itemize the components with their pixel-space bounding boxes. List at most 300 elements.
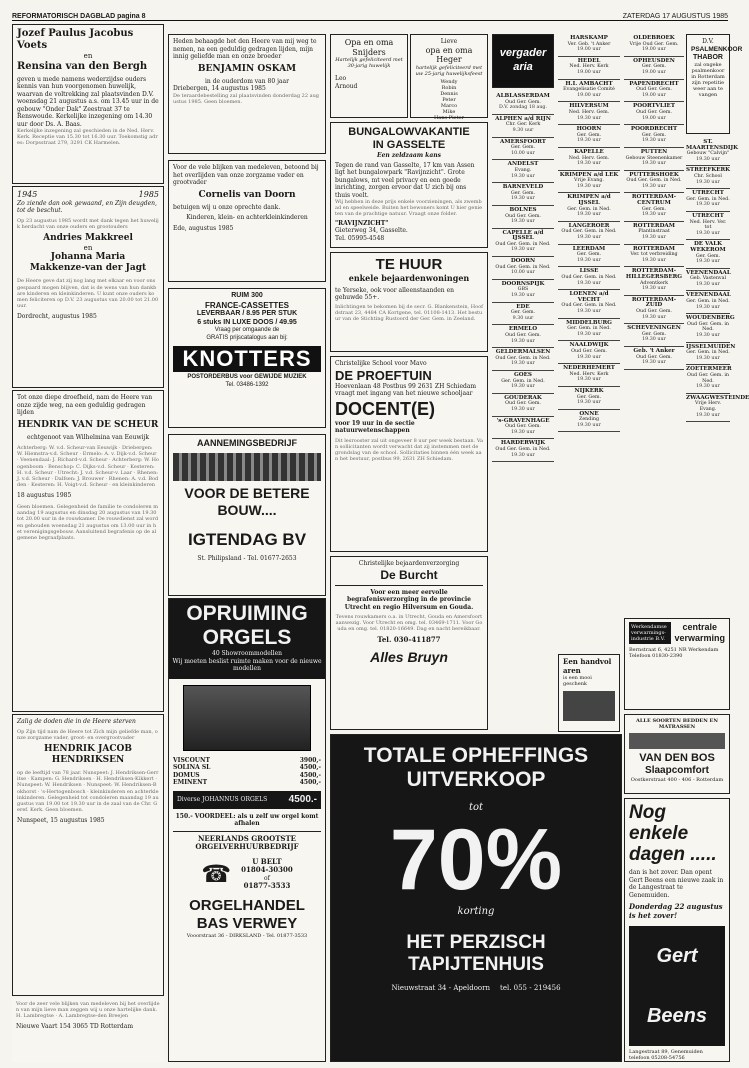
church-congregation: Ger. Gem. in Ned. (501, 378, 545, 384)
church-congregation: Oud Ger. Gem. in Ned. (495, 355, 551, 361)
church-place: OPHEUSDEN (633, 57, 675, 64)
church-service-entry (686, 212, 730, 240)
church-service-entry (558, 387, 620, 410)
church-service-entry (492, 92, 554, 115)
church-place: VEENENDAAL (686, 269, 731, 276)
church-congregation: Oud Ger. Gem. (505, 333, 541, 338)
church-congregation: Ned. Herv. Kerk (569, 371, 609, 377)
church-congregation: Ger. Gem. in Ned. (686, 350, 730, 356)
church-service-entry (624, 267, 684, 295)
church-congregation: Zending (578, 417, 600, 423)
church-place: ROTTERDAM-ZUID (631, 296, 677, 309)
church-service-time: 19.30 uur (642, 138, 666, 144)
church-service-entry (492, 417, 554, 440)
church-service-entry (492, 229, 554, 257)
knotters-logo: KNOTTERS (173, 346, 321, 372)
church-service-entry (624, 80, 684, 103)
church-congregation: Evangelisatie Comité (563, 87, 615, 93)
church-service-entry (492, 348, 554, 371)
years: 1945 1985 (17, 190, 159, 199)
church-service-time: 19.30 uur (511, 429, 535, 435)
church-place: UTRECHT (692, 212, 724, 219)
intro: Voor de vele blijken van medeleven, betoond bij het overlijden van onze zorgzame vader en grootvader (173, 164, 319, 186)
intro: Heden behaagde het den Heere van mij weg te nemen, na een geduldig gedragen lijden, mijn innig geliefde man en onze broeder (173, 38, 317, 60)
intro: Tot onze diepe droefheid, nam de Heere van onze zijde weg, na een geduldig gedragen lijden (17, 394, 153, 416)
church-service-entry (686, 166, 730, 189)
church-service-entry (558, 341, 620, 364)
cassettes-ad: RUIM 300 FRANCE-CASSETTES LEVERBAAR / 8.95 PER STUK 6 stuks IN LUXE DOOS / 49.95 Vraag per omgaande de GRATIS prijscatalogus aan bij: KNOTTERS POSTORDERBUS voor GEWIJDE MUZIEK Tel. 03486-1392 (168, 288, 326, 428)
church-service-time: 19.30 uur (696, 333, 720, 339)
death-notice-hendriksen: Zalig de doden die in de Heere sterven Op Zijn tijd nam de Heere tot Zich mijn geliefde man, onze zorgzame vader, groot- en overgrootvader HENDRIK JACOB HENDRIKSEN op de leeftijd van 78 jaar. Nunspeet: J. Hendriksen-Gerritse · Kampen: G. Hendriksen · H. Hendriksen-Kikkert · Nunspeet: W. Hendriksen · Nunspeet: W. Hendriksen-Bokhorst · 's-Hertogenbosch · kleinkinderen en achterkleinkinderen. Gelegenheid tot condoleren maandag 19 augustus van 19.00 tot 19.30 uur in de zaal van de Chr. Geref. Kerk. Geen bloemen. Nunspeet, 15 augustus 1985 (12, 714, 164, 996)
church-service-time: 19.30 uur (577, 161, 601, 167)
church-service-entry (492, 138, 554, 161)
church-place: NAALDWIJK (569, 342, 609, 349)
bedding-ad: ALLE SOORTEN BEDDEN EN MATRASSEN VAN DEN BOS Slaapcomfort Oostkerstraat 400 - 406 - Rotterdam (624, 714, 730, 794)
thanks-notice: Voor de zeer vele blijken van medeleven bij het overlijden van mijn lieve man zeggen wij u onze hartelijke dank. H. Lambregtse · A. Lambregtse-den Breejen Nieuwe Vaart 154 3065 TD Rotterdam (12, 998, 164, 1062)
building-illustration (173, 453, 321, 481)
organ-price-list: VISCOUNT 3900,- SOLINA SL 4500,- DOMUS 4500,- EMINENT 4500,- (173, 756, 321, 786)
anniversary-notice-makkreel: 1945 1985 Zo ziende dan ook gewaand, en Zijn deugden, tot de beschut. Op 23 augustus 1985 wordt met dank tegen het huwelijk herdacht van onze ouders en grootouders Andries Makkreel en Johanna Maria Makkenze-van der Jagt De Heere geve dat zij nog lang met elkaar en voor ons gespaard mogen blijven, dat is de wens van hun dankbare kinderen en kleinkinderen. U kunt onze ouders komen feliciteren op D.V. 23 augustus van 20.00 tot 21.00 uur. Dordrecht, augustus 1985 (12, 186, 164, 388)
church-congregation: Vrije Herv. Evang. (694, 401, 722, 412)
verse: Zo ziende dan ook gewaand, en Zijn deugden, tot de beschut. (17, 199, 157, 214)
church-place: GOES (514, 371, 532, 378)
church-service-entry (492, 439, 554, 462)
church-congregation: Ger. Gem. in Ned. (567, 206, 611, 212)
gert-beens-ad: Nog enkele dagen ..... dan is het zover. Dan opent Gert Beens een nieuwe zaak in de Langestraat te Genemuiden. Donderdag 22 augustus is het zover! Gert Beens Langestraat 89, Genemuiden telefoon 05208-54756 (624, 798, 730, 1062)
church-place: ONNE (579, 410, 599, 417)
church-congregation: Oud Ger. Gem. (636, 87, 672, 93)
church-service-entry (686, 189, 730, 212)
church-service-time: 10.00 uur (511, 150, 535, 156)
church-service-time: 19.30 uur (577, 280, 601, 286)
footer-address: Nieuwe Vaart 154 3065 TD Rotterdam (16, 1022, 134, 1030)
notice-name: Jozef Paulus Jacobus Voets (17, 28, 134, 51)
church-place: ALBLASSERDAM (496, 93, 550, 99)
church-place: ROTTERDAM-CENTRUM (631, 194, 677, 207)
handful-ad: Een handvol aren is een mooi geschenk (558, 654, 620, 732)
church-service-time: D.V. zondag 18 aug. (498, 105, 548, 111)
church-service-entry (624, 296, 684, 324)
church-service-entry (558, 125, 620, 148)
church-place: HEDEL (577, 57, 601, 64)
church-congregation: Chr. Ger. Kerk (505, 122, 541, 128)
family: Kinderen, klein- en achterkleinkinderen (186, 214, 308, 221)
church-services-list-3 (624, 34, 684, 614)
header-left: REFORMATORISCH DAGBLAD pagina 8 (12, 13, 146, 20)
verse: Zalig de doden die in de Heere sterven (17, 718, 136, 725)
church-place: IJSSELMUIDEN (686, 343, 736, 350)
church-place: LOENEN a/d VECHT (569, 291, 609, 303)
church-place: 's-GRAVENHAGE (496, 417, 550, 424)
rental-ad: TE HUUR enkele bejaardenwoningen te Yerseke, ook voor alleenstaanden en gehuwde 55+. Inlichtingen te bekomen bij de secr. G. Blankenstein, Hoofdstraat 23, 4484 CA Kortgene, tel. 01108-1413. Het bestuur van de Stichting Rustoord der Ger. Gem. in Zeeland. (330, 252, 488, 352)
age: in de ouderdom van 80 jaar (205, 77, 289, 85)
church-congregation: Ger. Gem. (576, 132, 602, 138)
church-congregation: GBS (517, 287, 529, 293)
church-service-time: 19.30 uur (642, 161, 666, 167)
church-place: VEENENDAAL (686, 292, 731, 299)
name: Cornelis van Doorn (198, 189, 296, 200)
church-congregation: Ned. Herv. Gem. (568, 109, 610, 115)
church-service-time: 19.30 uur (511, 173, 535, 179)
church-services-list-1 (492, 92, 554, 732)
church-service-time: 19.30 uur (511, 452, 535, 458)
church-service-time: 19.00 uur (642, 69, 666, 75)
church-congregation: Oud Ger. Gem. in Ned. (561, 303, 617, 309)
church-service-time: 19.30 uur (642, 257, 666, 263)
church-place: STREEFKERK (686, 167, 730, 174)
church-congregation: Ger. Gem. (695, 253, 721, 259)
church-service-entry (492, 303, 554, 326)
church-place: LEERDAM (572, 245, 606, 252)
church-service-time: 19.30 uur (511, 219, 535, 225)
church-place: CAPELLE a/d IJSSEL (502, 229, 544, 242)
place: Dordrecht, augustus 1985 (17, 313, 97, 321)
church-service-time: 19.30 uur (642, 360, 666, 366)
thanks-notice-doorn (168, 160, 326, 282)
deceased-name: BENJAMIN OSKAM (197, 63, 297, 74)
church-service-time: 19.30 uur (577, 422, 601, 428)
place: Nunspeet, 15 augustus 1985 (17, 817, 105, 825)
church-congregation: Ned. Herv. Gem. (568, 155, 610, 161)
church-service-entry (558, 245, 620, 268)
church-service-time: 19.30 uur (696, 412, 720, 418)
church-service-entry (686, 138, 738, 166)
church-place: HARSKAMP (570, 35, 608, 41)
church-place: ROTTERDAM-HILLEGERSBERG (625, 268, 683, 280)
church-congregation: Ger. Gem. in Ned. (686, 299, 730, 305)
bungalow-ad: BUNGALOWVAKANTIE IN GASSELTE Een zeldzaam kans Tegen de rand van Gasselte, 17 km van Assen ligt het bungalowpark "Ravijnzicht". Grote bungalows, mt veel privacy en een goede inrichting, zorgen ervoor dat U zich bij ons thuis voelt. Wij hebben in deze prijs enkele voorzieningen, als zwembad en speelweide. Buiten het bewoners komt U hier genieten van de prachtige natuur. Vraagt onze folder. "RAVIJNZICHT" Gieterweg 34, Gasselte. Tel. 05995-4548 (330, 122, 488, 248)
church-congregation: Vrije Evang. (574, 178, 604, 184)
church-service-time: 19.30 uur (511, 293, 535, 299)
date: 18 augustus 1985 (17, 492, 72, 500)
name-3: Makkenze-van der Jagt (29, 263, 147, 274)
telephone-icon: ☎ (201, 860, 232, 888)
church-congregation: Oud Ger. Gem. in Ned. (687, 373, 729, 384)
church-service-time: 19.30 uur (696, 230, 720, 236)
church-congregation: Plantinstraat (638, 229, 670, 235)
church-congregation: Oud Ger. Gem. in Ned. (495, 241, 551, 247)
place: Ede, augustus 1985 (173, 224, 234, 232)
church-services-list-4 (686, 138, 749, 614)
church-congregation: Ned. Herv. Ver. tot (689, 219, 727, 231)
church-place: H.I. AMBACHT (565, 80, 613, 87)
burcht-logo: De Burcht (380, 567, 438, 582)
church-congregation: Oud Ger. Gem. (505, 213, 541, 219)
church-service-entry (558, 319, 620, 342)
church-congregation: Oud Ger. Gem. (505, 401, 541, 407)
church-service-time: 19.30 uur (511, 406, 535, 412)
church-service-entry (558, 102, 620, 125)
church-congregation: Evang. (514, 167, 532, 173)
church-service-time: 19.00 uur (577, 47, 601, 53)
church-place: NEDERHEMERT (563, 365, 615, 372)
church-service-entry (558, 34, 620, 57)
church-place: HOORN (576, 126, 602, 133)
name-2: Johanna Maria (50, 252, 126, 263)
church-place: ROTTERDAM (633, 245, 675, 252)
church-service-entry (624, 102, 684, 125)
church-service-entry (624, 34, 684, 57)
church-place: ERMELO (508, 326, 538, 333)
church-service-entry (492, 257, 554, 280)
church-service-time: 19.30 uur (696, 281, 720, 287)
church-service-entry (686, 291, 730, 314)
church-place: DE VALK WEKEROM (690, 241, 726, 253)
church-place: POORDRECHT (630, 126, 678, 133)
church-congregation: Oud Ger. Gem. in Ned. (561, 275, 617, 280)
church-service-entry (624, 245, 684, 268)
church-congregation: Ver. Geb. 't Anker (567, 41, 611, 47)
church-service-entry (558, 193, 620, 221)
church-place: AMERSFOORT (500, 138, 546, 145)
notice-text: geven u mede namens wederzijdse ouders kennis van hun voorgenomen huwelijk, waarvan de voltrekking zal plaatsvinden D.V. woensdag 21 augustus a.s. om 13.45 uur in de gebouw "Onder Dak" Zeestraat 37 te Renswoude. Kerkelijke inzegening om 14.30 uur door Ds. A. Baas. (17, 75, 159, 128)
church-place: NIJKERK (574, 387, 604, 394)
church-service-entry (686, 343, 736, 366)
church-congregation: Geb. Vastenval (689, 276, 727, 282)
church-service-time: 19.00 uur (642, 92, 666, 98)
church-congregation: Oud Ger. Gem. in Ned. (687, 321, 729, 333)
church-congregation: Ger. Gem. (510, 190, 536, 196)
church-service-time: 19.30 uur (642, 183, 666, 189)
church-congregation: Oud Ger. Gem. in Ned. (495, 264, 551, 270)
church-service-time: 19.30 uur (511, 196, 535, 202)
church-congregation: Vrije Oud Ger. Gem. (629, 41, 679, 47)
church-service-time: 19.00 uur (642, 47, 666, 53)
church-service-entry (492, 394, 554, 417)
church-service-time: 19.30 uur (642, 212, 666, 218)
death-notice-scheur: Tot onze diepe droefheid, nam de Heere van onze zijde weg, na een geduldig gedragen lijden HENDRIK VAN DE SCHEUR echtgenoot van Wilhelmina van Eeuwijk Achterberg: W. v.d. Scheur-van Eeuwijk · Driebergen: W. Hiemstra-v.d. Scheur · Ermelo: A. v. Dijk-v.d. Scheur · Veenendaal: J. Richard-v.d. Scheur · Achterberg: W. Hoogenboom · Benschop: C. Dijks-v.d. Scheur · Kesteren: H. v.d. Scheur · Utrecht: J. v.d. Scheur-v. Laar · Rhenen: J. v.d. Scheur · Dalfsen: J. Brouwer · Rhenen: A. v.d. Bodden · Kesteren: H. Voigt-v.d. Scheur · en kleinkinderen 18 augustus 1985 Geen bloemen. Gelegenheid de familie te condoleren maandag 19 augustus en dinsdag 20 augustus van 19.30 tot 20.00 uur in de rouwkamer. De rouwdienst zal worden gehouden woensdag 21 augustus om 13.00 uur in het verenigingsgebouw. Aansluitend begrafenis op de algemene begraafplaats. (12, 390, 164, 712)
church-service-entry (624, 57, 684, 80)
psalm-choir-notice: D.V. PSALMENKOOR THABOR zal ongeke psalmenkoor in Rotterdam zijn repetitie weer aan te vangen (686, 34, 730, 134)
thanks: betuigen wij u onze oprechte dank. (173, 203, 281, 211)
church-place: ST. MAARTENSDIJK (686, 139, 738, 151)
church-congregation: Oud Ger. Gem. (636, 354, 672, 360)
notice-name-2: Rensina van den Bergh (17, 60, 148, 72)
church-place: DOORNSPIJK (501, 280, 545, 287)
church-place: ALPHEN a/d RIJN (495, 115, 551, 122)
church-congregation: Ver. tot verbreiding (630, 252, 678, 258)
church-congregation: Ger. Gem. (510, 145, 536, 151)
church-service-time: 19.30 uur (577, 138, 601, 144)
church-service-time: 19.30 uur (642, 235, 666, 241)
book-image (563, 691, 615, 721)
church-service-time: 19.30 uur (577, 308, 601, 314)
church-service-time: 19.30 uur (577, 257, 601, 263)
church-congregation: Ger. Gem. in Ned. (567, 326, 611, 332)
church-congregation: Gebouw Steenenkamer (625, 155, 683, 161)
church-place: HARDERWIJK (500, 440, 546, 447)
church-service-time: 19.00 uur (577, 69, 601, 75)
church-service-time: 19.30 uur (696, 384, 720, 390)
church-service-entry (492, 206, 554, 229)
church-service-entry (686, 240, 730, 268)
church-services-list-2 (558, 34, 620, 650)
church-service-entry (492, 183, 554, 206)
church-service-time: 19.30 uur (511, 361, 535, 367)
church-place: BOLNES (509, 206, 537, 213)
church-congregation: Oud Ger. Gem. (636, 109, 672, 115)
carpet-clearance-ad: TOTALE OPHEFFINGS UITVERKOOP tot 70% korting HET PERZISCH TAPIJTENHUIS Nieuwstraat 34 - Apeldoorn tel. 055 - 219456 (330, 734, 622, 1062)
church-congregation: Chr. School (694, 173, 722, 179)
organ-sale-ad: OPRUIMING ORGELS 40 Showroommodellen Wij moeten beslist ruimte maken voor de nieuwe modellen VISCOUNT 3900,- SOLINA SL 4500,- DOMUS 4500,- EMINENT 4500,- Diverse JOHANNUS ORGELS 4500.- 150.- VOORDEEL: als u zelf uw orgel komt afhalen NEERLANDS GROOTSTE ORGELVERHUURBEDRIJF ☎ U BELT 01804-30300 of 01877-3533 ORGELHANDEL BAS VERWEY Vooorstraat 36 - DIRKSLAND - Tel. 01877-3533 (168, 598, 326, 1062)
church-congregation: Ger. Gem. (576, 252, 602, 258)
church-service-time: 19.30 uur (577, 183, 601, 189)
church-service-entry (624, 222, 684, 245)
church-congregation: Ger. Gem. (510, 310, 536, 316)
organ-photo (183, 685, 311, 751)
church-service-entry (558, 267, 620, 290)
church-service-entry (624, 171, 684, 194)
church-place: PUTTEN (640, 148, 668, 155)
church-service-time: 19.30 uur (696, 259, 720, 265)
deceased-name: HENDRIK VAN DE SCHEUR (17, 419, 159, 430)
church-congregation: Oud Ger. Gem. (636, 308, 672, 314)
church-service-entry (558, 80, 620, 103)
church-place: ROTTERDAM (633, 222, 675, 229)
church-congregation: Oud Ger. Gem. in Ned. (561, 229, 617, 235)
church-service-entry (492, 160, 554, 183)
church-service-time: 19.30 uur (511, 338, 535, 344)
discount-percent: 70% (389, 812, 563, 908)
church-service-entry (624, 125, 684, 148)
church-service-time: 19.30 uur (577, 354, 601, 360)
bedding-photo (629, 733, 725, 749)
church-congregation: Ger. Gem. (641, 64, 667, 70)
church-congregation: Oud Ger. Gem. (571, 348, 607, 354)
church-service-time: 19.30 uur (696, 156, 720, 162)
church-congregation: Ger. Gem. (641, 132, 667, 138)
place: Driebergen, 14 augustus 1985 (173, 85, 266, 92)
church-place: EDE (516, 303, 530, 310)
deceased-name: HENDRIK JACOB HENDRIKSEN (44, 743, 132, 765)
church-congregation: Oud Ger. Gem. (505, 99, 541, 105)
church-congregation: Oud Ger. Gem. in Ned. (495, 446, 551, 452)
church-service-entry (624, 324, 684, 347)
teacher-vacancy-ad: Christelijke School voor Mavo DE PROEFTUIN Hoevenlaan 48 Postbus 99 2631 ZH Schiedam vraagt met ingang van het nieuwe schooljaar DOCENT(E) voor 19 uur in de sectie natuurwetenschappen Dit lesrooster zal uit ongeveer 8 uur per week bestaan. Van sollicitanten wordt verwacht dat zij instemmen met de grondslag van de school. Sollicitaties binnen één week aan het bestuur, postbus 99, 2631 ZH Schiedam. (330, 356, 488, 552)
church-service-time: 19.30 uur (642, 314, 666, 320)
church-place: OLDEBROEK (633, 35, 675, 41)
church-place: SCHEVENINGEN (627, 325, 681, 332)
igtendag-logo: IGTENDAG BV (187, 530, 307, 549)
church-service-time: 19.30 uur (577, 331, 601, 337)
church-service-time: 19.30 uur (511, 384, 535, 390)
church-service-time: 19.30 uur (577, 212, 601, 218)
church-service-entry (558, 410, 620, 433)
church-place: BARNEVELD (502, 184, 544, 191)
church-place: DOORN (510, 258, 536, 265)
church-congregation: Ned. Herv. Kerk (569, 64, 609, 70)
church-place: POORTVLIET (633, 103, 675, 110)
church-congregation: Oud Ger. Gem. in Ned. (626, 178, 682, 184)
church-congregation: Adventkerk (639, 280, 669, 286)
church-service-entry (558, 148, 620, 171)
church-service-time: 19.30 uur (696, 304, 720, 310)
page-header (12, 6, 728, 21)
church-place: KAPELLE (574, 148, 604, 155)
construction-ad: AANNEMINGSBEDRIJF VOOR DE BETERE BOUW.... IGTENDAG BV St. Philipsland - Tel. 01677-2653 (168, 434, 326, 596)
church-service-time: 19.30 uur (511, 247, 535, 253)
church-place: GELDERMALSEN (495, 349, 551, 356)
church-service-time: 19.30 uur (696, 355, 720, 361)
church-place: PAPENDRECHT (629, 80, 679, 87)
church-service-entry (492, 115, 554, 138)
church-service-time: 10.00 uur (511, 270, 535, 276)
church-place: MIDDELBURG (566, 319, 612, 326)
church-place: GOUDERAK (504, 394, 542, 401)
church-service-entry (558, 222, 620, 245)
church-service-time: 9.30 uur (512, 315, 534, 321)
congrats-snijders: Opa en oma Snijders Hartelijk gefeliciteerd met 30-jarig huwelijk Leo Arnoud (330, 34, 408, 118)
church-place: KRIMPEN a/d LEK (559, 171, 619, 178)
notice-filler: Kerkelijke inzegening zal geschieden in de Ned. Herv. Kerk. Receptie van 15.30 tot 16.30 uur. Toekomstig adres: Dorpsstraat 279, 3291 CK Harmelen. (17, 128, 158, 147)
church-service-time: 19.30 uur (696, 179, 720, 185)
wedding-notice-voets (12, 24, 164, 184)
death-notice-oskam: Heden behaagde het den Heere van mij weg te nemen, na een geduldig gedragen lijden, mijn innig geliefde man en onze broeder BENJAMIN OSKAM in de ouderdom van 80 jaar Driebergen, 14 augustus 1985 De teraardebestelling zal plaatsvinden donderdag 22 augustus 1985. Geen bloemen. (168, 34, 326, 154)
congrats-heger: Lieve opa en oma Heger hartelijk gefeliciteerd met uw 25-jarig huwelijksfeest Wendy Robin Dennis Peter Marco Mike Hans Pieter (410, 34, 488, 118)
church-service-entry (624, 193, 684, 221)
gert-beens-logo: Gert Beens (629, 926, 725, 1046)
church-service-entry (492, 371, 554, 394)
church-service-entry (624, 148, 684, 171)
heating-ad: Werkendamse verwarmings- industrie B.V. centrale verwarming Bernstraat 6, 4251 NR Werkendam Telefoon 01830-2390 (624, 618, 730, 710)
church-congregation: Ger. Gem. (576, 394, 602, 400)
church-place: PUTTERSHOEK (629, 171, 679, 178)
church-service-time: 9.30 uur (512, 127, 534, 133)
church-congregation: Ger. Gem. in Ned. (686, 196, 730, 202)
funeral-service-ad: Christelijke bejaardenverzorging De Burcht Voor een meer eervolle begrafenisverzorging in de provincie Utrecht en regio Hilversum en Gouda. Tevens rouwkamers o.a. in Utrecht, Gouda en Amersfoort aanwezig. Voor Utrecht en omg. tel. 03469-1711. Voor Gouda en omg. tel. 01820-16649. Dag en nacht bereikbaar. Tel. 030-411877 Alles Bruyn (330, 556, 488, 730)
church-service-entry (686, 269, 730, 292)
church-place: ANDELST (507, 161, 539, 168)
church-congregation: Ger. Gem. (641, 331, 667, 337)
spouse: echtgenoot van Wilhelmina van Eeuwijk (27, 433, 149, 441)
church-place: WOUDENBERG (686, 315, 735, 322)
church-congregation: Oud Ger. Gem. (505, 424, 541, 430)
church-service-entry (492, 325, 554, 348)
church-service-entry (492, 280, 554, 303)
church-place: ZOETERMEER (686, 366, 732, 373)
name-1: Andries Makkreel (43, 232, 133, 243)
church-service-entry (558, 364, 620, 387)
church-place: ZWAAGWESTEINDE (686, 394, 749, 401)
church-service-time: 19.00 uur (642, 115, 666, 121)
vergader-aria-logo: vergader aria (492, 34, 554, 88)
church-service-time: 19.30 uur (577, 115, 601, 121)
church-service-entry (686, 314, 735, 342)
church-place: LISSE (579, 268, 599, 275)
church-service-time: 19.30 uur (577, 235, 601, 241)
header-right: ZATERDAG 17 AUGUSTUS 1985 (622, 13, 728, 20)
church-service-time: 19.30 uur (577, 400, 601, 406)
church-place: Geb. 't Anker (633, 347, 675, 354)
church-service-entry (686, 394, 749, 422)
church-congregation: Gebouw "Calvijn" (686, 151, 730, 157)
church-place: UTRECHT (692, 190, 724, 197)
notice-and: en (83, 52, 93, 60)
church-place: KRIMPEN a/d IJSSEL (567, 194, 611, 207)
church-place: LANGEROER (568, 222, 610, 229)
church-congregation: Ger. Gem. (641, 206, 667, 212)
church-service-time: 19.30 uur (642, 337, 666, 343)
church-service-entry (558, 171, 620, 194)
church-service-entry (558, 57, 620, 80)
church-service-entry (686, 365, 730, 393)
church-place: HILVERSUM (569, 103, 609, 110)
church-service-time: 19.30 uur (577, 377, 601, 383)
church-service-time: 19.30 uur (642, 286, 666, 292)
church-service-entry (624, 347, 684, 370)
church-service-entry (558, 290, 620, 318)
church-service-time: 19.30 uur (696, 202, 720, 208)
